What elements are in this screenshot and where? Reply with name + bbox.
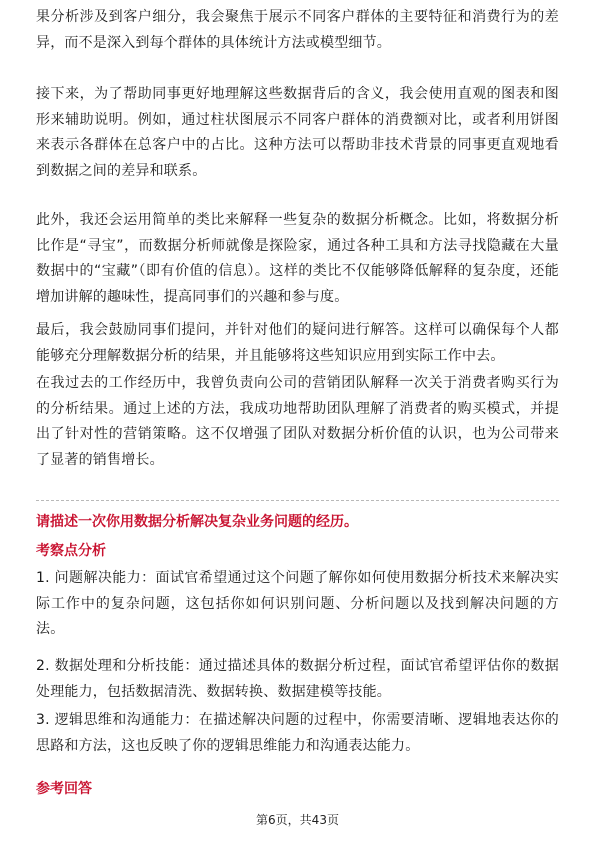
reference-heading: 参考回答	[36, 781, 92, 797]
interview-question: 请描述一次你用数据分析解决复杂业务问题的经历。	[36, 514, 358, 530]
answer-paragraph: 接下来，为了帮助同事更好地理解这些数据背后的含义，我会使用直观的图表和图形来辅助说明。例如，通过柱状图展示不同客户群体的消费额对比，或者利用饼图来表示各群体在总客户中的占比。这种方法可以帮助非技术背景的同事更直观地看到数据之间的差异和联系。	[36, 86, 559, 179]
answer-paragraph: 果分析涉及到客户细分，我会聚焦于展示不同客户群体的主要特征和消费行为的差异，而不是深入到每个群体的具体统计方法或模型细节。	[36, 9, 559, 51]
analysis-point: 1. 问题解决能力：面试官希望通过这个问题了解你如何使用数据分析技术来解决实际工作中的复杂问题，这包括你如何识别问题、分析问题以及找到解决问题的方法。	[36, 570, 559, 637]
answer-paragraph: 在我过去的工作经历中，我曾负责向公司的营销团队解释一次关于消费者购买行为的分析结果。通过上述的方法，我成功地帮助团队理解了消费者的购买模式，并提出了针对性的营销策略。这不仅增强了团队对数据分析价值的认识，也为公司带来了显著的销售增长。	[36, 375, 559, 468]
section-divider	[36, 500, 559, 501]
analysis-heading: 考察点分析	[36, 543, 106, 559]
analysis-point: 2. 数据处理和分析技能：通过描述具体的数据分析过程，面试官希望评估你的数据处理能力，包括数据清洗、数据转换、数据建模等技能。	[36, 658, 559, 700]
page-number-footer: 第6页，共43页	[256, 813, 339, 827]
analysis-point: 3. 逻辑思维和沟通能力：在描述解决问题的过程中，你需要清晰、逻辑地表达你的思路和方法，这也反映了你的逻辑思维能力和沟通表达能力。	[36, 712, 559, 754]
answer-paragraph: 最后，我会鼓励同事们提问，并针对他们的疑问进行解答。这样可以确保每个人都能够充分理解数据分析的结果，并且能够将这些知识应用到实际工作中去。	[36, 322, 559, 364]
answer-paragraph: 此外，我还会运用简单的类比来解释一些复杂的数据分析概念。比如，将数据分析比作是“寻宝”，而数据分析师就像是探险家，通过各种工具和方法寻找隐藏在大量数据中的“宝藏”（即有价值的信息）。这样的类比不仅能够降低解释的复杂度，还能增加讲解的趣味性，提高同事们的兴趣和参与度。	[36, 212, 559, 305]
